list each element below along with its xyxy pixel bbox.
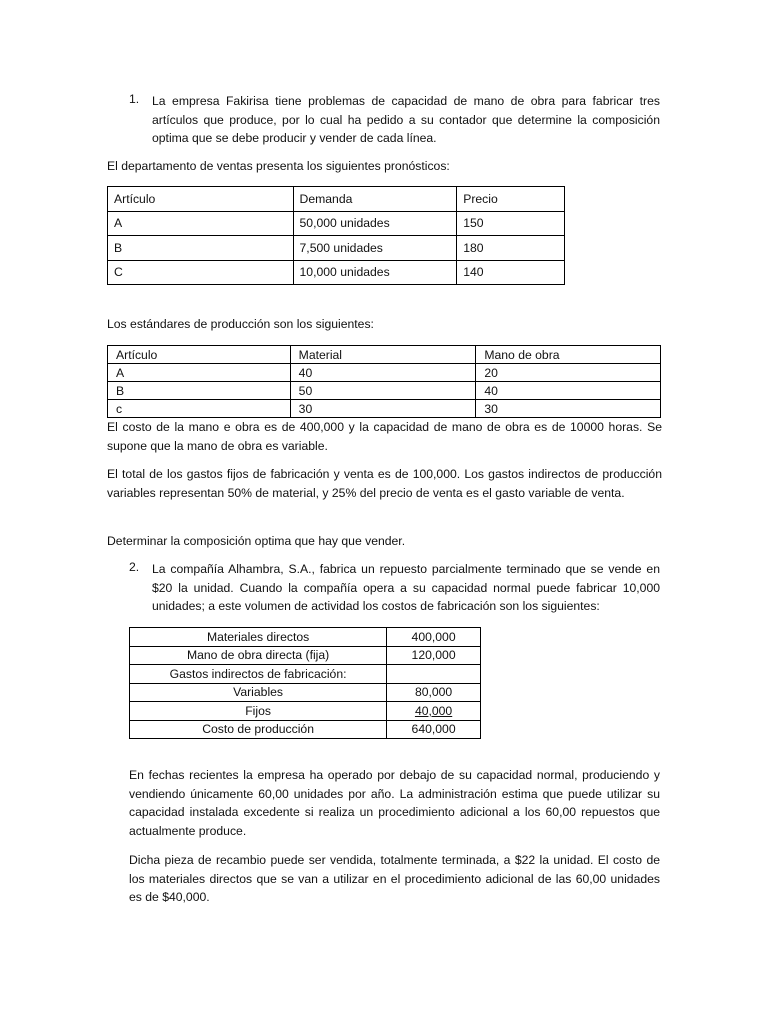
table-cell: 640,000 xyxy=(387,720,481,739)
problem-2-paragraph-2: Dicha pieza de recambio puede ser vendida, totalmente terminada, a $22 la unidad. El costo de los materiales directos que se van a utilizar en el procedimiento adicional de las 60,00 unidades es de $40,000. xyxy=(129,853,660,904)
table-row xyxy=(108,382,661,400)
labor-cost-text: El costo de la mano e obra es de 400,000 y la capacidad de mano de obra es de 10000 horas. Se supone que la mano de obra es variable. xyxy=(107,420,662,453)
problem-2-paragraph-1: En fechas recientes la empresa ha operado por debajo de su capacidad normal, produciendo y vendiendo únicamente 60,00 unidades por año. La administración estima que puede utilizar su capacidad instalada excedente si realiza un procedimiento adicional a los 60,00 repuestos que actualmente produce. xyxy=(129,768,660,838)
table-cell: 80,000 xyxy=(387,683,481,702)
table-row xyxy=(108,400,661,418)
problem-2-text: La compañía Alhambra, S.A., fabrica un repuesto parcialmente terminado que se vende en $20 la unidad. Cuando la compañía opera a su capacidad normal puede fabricar 10,000 unidades; a este volumen de actividad los costos de fabricación son los siguientes: xyxy=(152,562,660,613)
table-row xyxy=(130,628,481,647)
table-row xyxy=(108,260,565,285)
table-cell: 400,000 xyxy=(387,628,481,647)
table-cell: 50 xyxy=(290,382,476,400)
table-cell: B xyxy=(108,382,291,400)
table-cell: 30 xyxy=(476,400,661,418)
table-cell: Variables xyxy=(130,683,387,702)
forecast-table xyxy=(107,186,565,285)
table-row xyxy=(108,211,565,236)
problem-2-number: 2. xyxy=(129,560,140,574)
table-cell: c xyxy=(108,400,291,418)
table-cell: 10,000 unidades xyxy=(293,260,457,285)
table-cell: 7,500 unidades xyxy=(293,236,457,261)
standards-table xyxy=(107,345,661,418)
header-cell: Demanda xyxy=(293,187,457,212)
table-cell: 30 xyxy=(290,400,476,418)
table-cell: C xyxy=(108,260,294,285)
standards-intro: Los estándares de producción son los siguientes: xyxy=(107,317,374,331)
fixed-costs-text: El total de los gastos fijos de fabricación y venta es de 100,000. Los gastos indirectos de producción variables representan 50% de material, y 25% del precio de venta es el gasto variable de venta. xyxy=(107,467,662,500)
table-cell: A xyxy=(108,364,291,382)
header-cell: Material xyxy=(290,346,476,364)
table-cell: A xyxy=(108,211,294,236)
problem-1-number: 1. xyxy=(129,92,140,106)
table-cell: 40,000 xyxy=(387,702,481,721)
table-row xyxy=(130,720,481,739)
problem-1-question: Determinar la composición optima que hay que vender. xyxy=(107,534,406,548)
table-header-row xyxy=(108,346,661,364)
table-row xyxy=(130,665,481,684)
table-cell: 40 xyxy=(290,364,476,382)
problem-1-text: La empresa Fakirisa tiene problemas de capacidad de mano de obra para fabricar tres artículos que produce, por lo cual ha pedido a su contador que determine la composición optima que se debe producir y vender de cada línea. xyxy=(152,94,660,145)
table-row xyxy=(130,702,481,721)
header-cell: Artículo xyxy=(108,187,294,212)
table-cell: 40 xyxy=(476,382,661,400)
table-cell: 120,000 xyxy=(387,646,481,665)
header-cell: Mano de obra xyxy=(476,346,661,364)
table-header-row xyxy=(108,187,565,212)
cost-table xyxy=(129,627,481,739)
table-cell: Costo de producción xyxy=(130,720,387,739)
table-cell: Fijos xyxy=(130,702,387,721)
header-cell: Artículo xyxy=(108,346,291,364)
table-row xyxy=(130,683,481,702)
table-cell: 20 xyxy=(476,364,661,382)
table-cell: Gastos indirectos de fabricación: xyxy=(130,665,387,684)
header-cell: Precio xyxy=(457,187,565,212)
table-row xyxy=(130,646,481,665)
table-cell xyxy=(387,665,481,684)
sales-intro: El departamento de ventas presenta los siguientes pronósticos: xyxy=(107,159,450,173)
table-cell: B xyxy=(108,236,294,261)
table-cell: Mano de obra directa (fija) xyxy=(130,646,387,665)
table-cell: 50,000 unidades xyxy=(293,211,457,236)
table-cell: 140 xyxy=(457,260,565,285)
table-row xyxy=(108,236,565,261)
table-cell: Materiales directos xyxy=(130,628,387,647)
table-cell: 180 xyxy=(457,236,565,261)
table-row xyxy=(108,364,661,382)
table-cell: 150 xyxy=(457,211,565,236)
